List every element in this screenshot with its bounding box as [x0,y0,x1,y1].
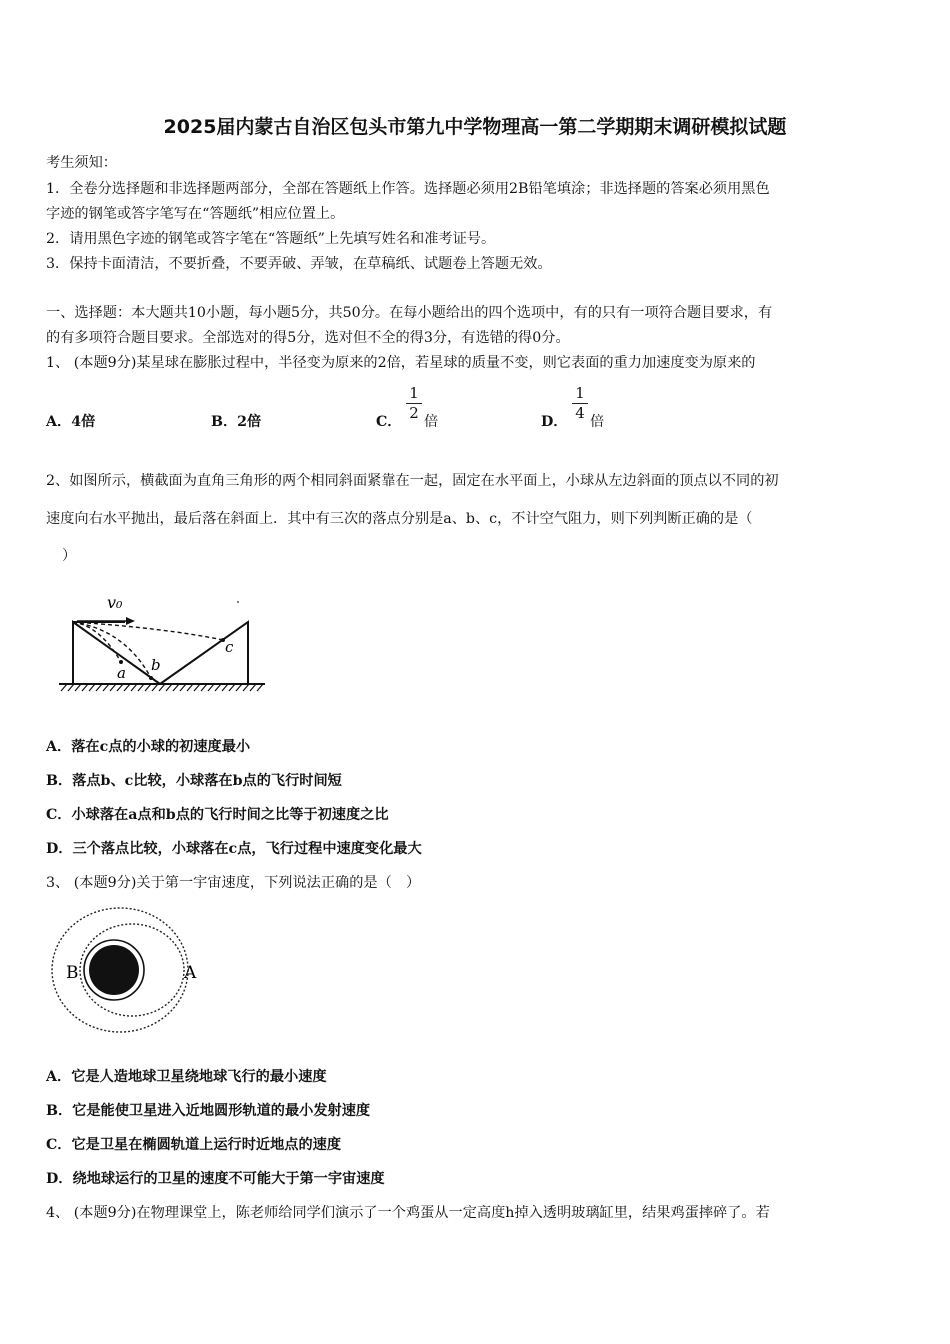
q3-option-b: B．它是能使卫星进入近地圆形轨道的最小发射速度 [46,1103,371,1119]
q3-option-a: A．它是人造地球卫星绕地球飞行的最小速度 [46,1069,327,1085]
q2-option-b: B．落点b、c比较，小球落在b点的飞行时间短 [46,773,342,789]
orbit-figure [46,900,216,1040]
q1-option-c-denominator: 2 [409,404,419,422]
notice-item-1a: 1．全卷分选择题和非选择题两部分，全部在答题纸上作答。选择题必须用2B铅笔填涂；非选择题的答案必须用黑色 [46,181,770,197]
velocity-arrowhead [126,617,135,625]
q2-stem-line2: 速度向右水平抛出，最后落在斜面上．其中有三次的落点分别是a、b、c，不计空气阻力，则下列判断正确的是（ [46,511,753,527]
label-c: c [225,638,234,656]
q3-option-d: D．绕地球运行的卫星的速度不可能大于第一宇宙速度 [46,1171,385,1187]
q1-option-d-unit: 倍 [590,414,605,430]
page-title: 2025届内蒙古自治区包头市第九中学物理高一第二学期期末调研模拟试题 [163,116,787,138]
q1-option-c-fraction [406,386,422,421]
q2-option-c: C．小球落在a点和b点的飞行时间之比等于初速度之比 [46,807,389,823]
notice-item-2: 2．请用黑色字迹的钢笔或答字笔在“答题纸”上先填写姓名和准考证号。 [46,231,496,247]
q1-option-d-label: D． [541,414,568,430]
q2-stem-line3: ） [62,548,77,564]
q1-option-c-label: C． [376,414,402,430]
label-b: b [151,656,161,674]
earth [89,945,139,995]
notice-heading: 考生须知： [46,155,117,171]
q2-stem-line1: 2、如图所示，横截面为直角三角形的两个相同斜面紧靠在一起，固定在水平面上，小球从左边斜面的顶点以不同的初 [46,473,779,489]
q3-stem: 3、 (本题9分)关于第一宇宙速度，下列说法正确的是（ ） [46,875,421,891]
q1-option-d-numerator: 1 [575,384,585,402]
label-A: A [184,963,197,983]
ground-hatching [61,684,263,691]
q1-option-c-unit: 倍 [424,414,439,430]
section1-line2: 的有多项符合题目要求。全部选对的得5分，选对但不全的得3分，有选错的得0分。 [46,330,570,346]
q1-option-c-numerator: 1 [409,384,419,402]
point-b [149,676,153,680]
q1-option-a: A．4倍 [46,414,96,430]
q1-stem: 1、 (本题9分)某星球在膨胀过程中，半径变为原来的2倍，若星球的质量不变，则它表面的重力加速度变为原来的 [46,355,756,371]
section1-line1: 一、选择题：本大题共10小题，每小题5分，共50分。在每小题给出的四个选项中，有的只有一项符合题目要求，有 [46,305,773,321]
q1-option-b: B．2倍 [211,414,262,430]
q2-option-d: D．三个落点比较，小球落在c点，飞行过程中速度变化最大 [46,841,422,857]
q1-option-d-denominator: 4 [575,404,585,422]
label-B: B [66,963,79,983]
q2-option-a: A．落在c点的小球的初速度最小 [46,739,251,755]
inclined-planes-figure [55,590,285,705]
notice-item-3: 3．保持卡面清洁，不要折叠，不要弄破、弄皱，在草稿纸、试题卷上答题无效。 [46,256,552,272]
q4-stem: 4、 (本题9分)在物理课堂上，陈老师给同学们演示了一个鸡蛋从一定高度h掉入透明玻璃缸里，结果鸡蛋摔碎了。若 [46,1205,770,1221]
label-a: a [117,664,126,682]
q3-option-c: C．它是卫星在椭圆轨道上运行时近地点的速度 [46,1137,342,1153]
notice-item-1b: 字迹的钢笔或答字笔写在“答题纸”相应位置上。 [46,206,345,222]
q1-option-d-fraction [572,386,588,421]
stray-dot [237,601,239,603]
label-v0: v₀ [107,593,123,612]
